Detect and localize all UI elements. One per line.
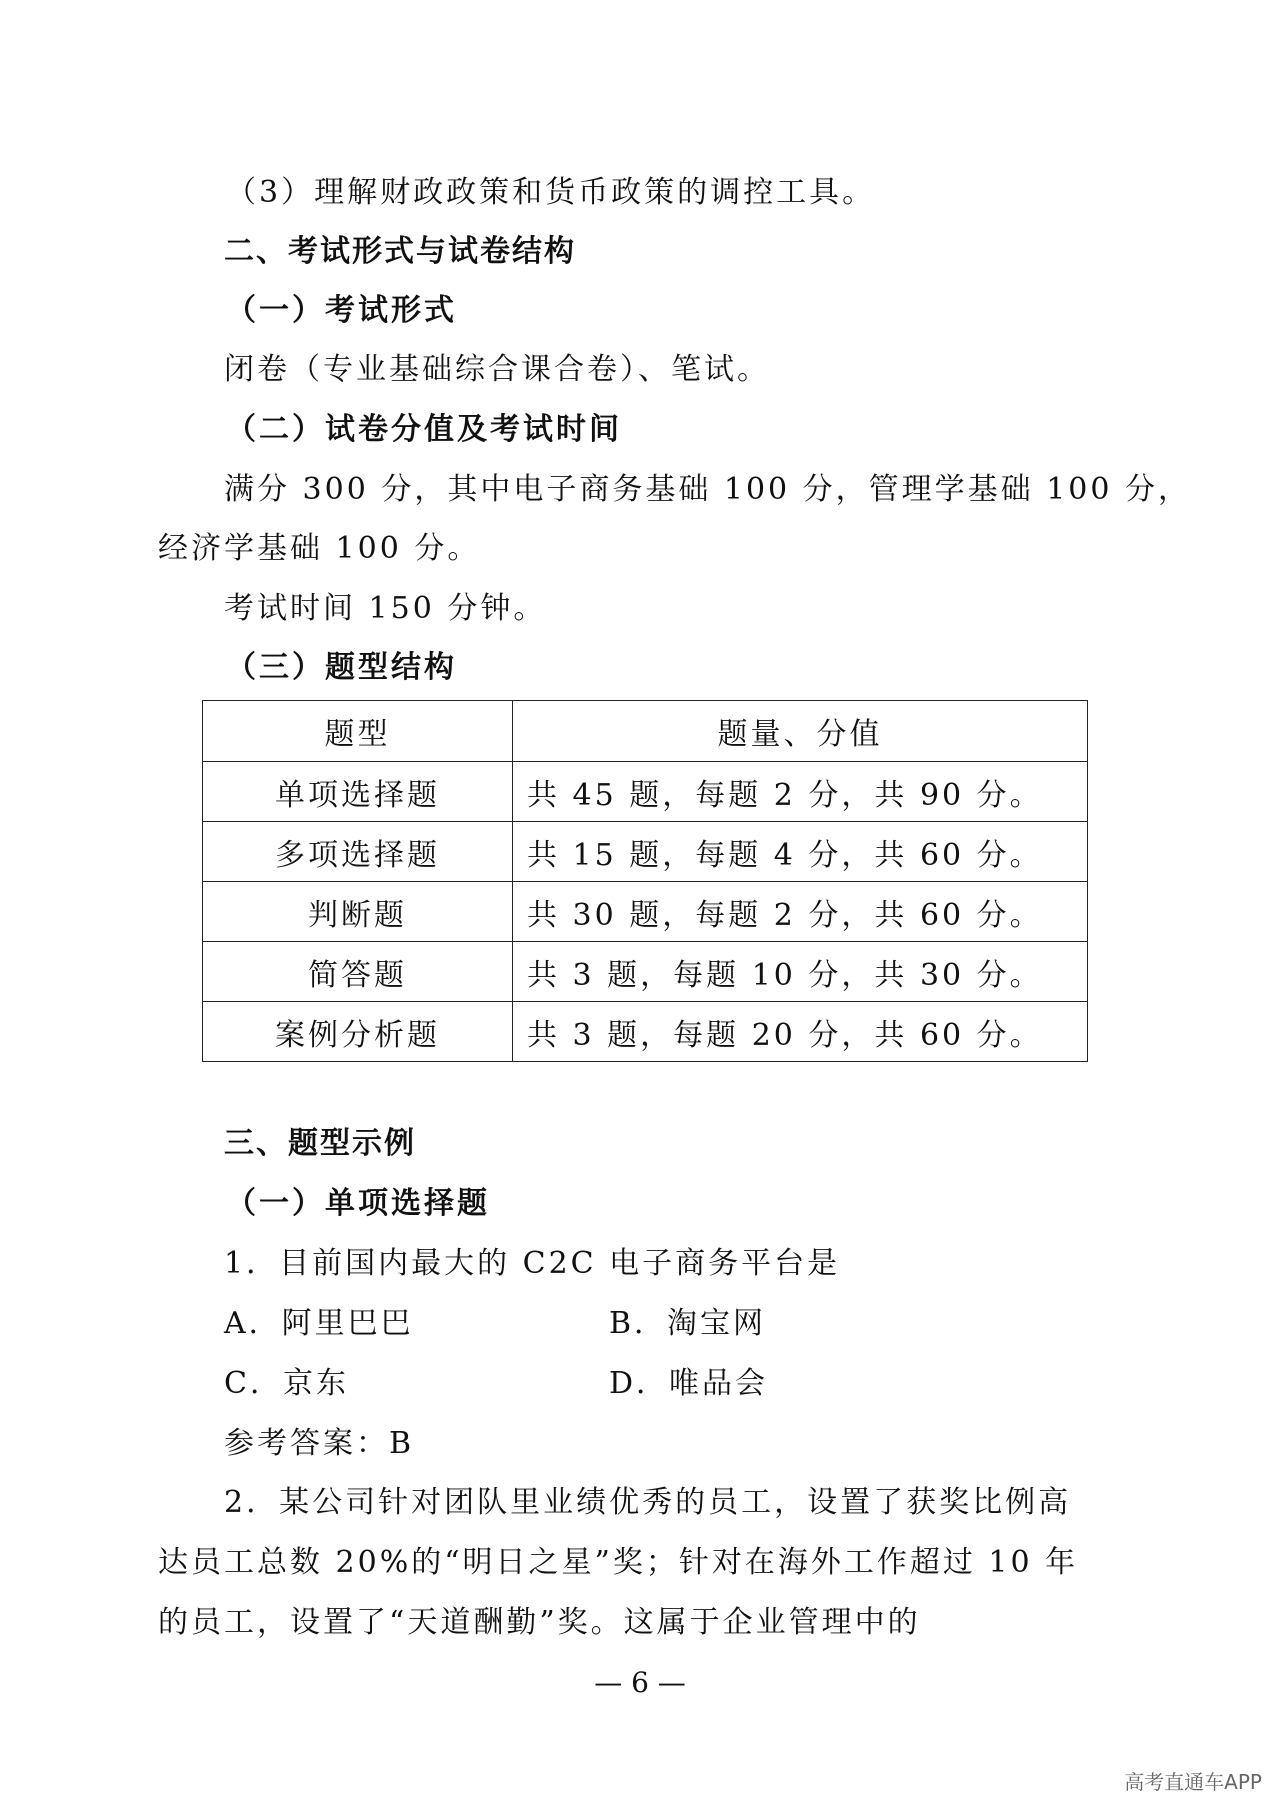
page-number: — 6 — bbox=[594, 1666, 686, 1699]
score-text-line-2: 经济学基础 100 分。 bbox=[158, 531, 481, 566]
table-cell-type: 多项选择题 bbox=[203, 822, 513, 882]
question-1-option-b: B．淘宝网 bbox=[609, 1306, 767, 1341]
subheading-score-and-time: （二）试卷分值及考试时间 bbox=[226, 412, 622, 447]
question-2-stem-line-2: 达员工总数 20%的“明日之星”奖；针对在海外工作超过 10 年 bbox=[158, 1545, 1079, 1580]
table-row bbox=[203, 882, 1088, 942]
score-text-line-1: 满分 300 分，其中电子商务基础 100 分，管理学基础 100 分， bbox=[224, 472, 1191, 507]
subheading-exam-form: （一）考试形式 bbox=[226, 293, 457, 328]
question-structure-table bbox=[202, 700, 1088, 1062]
exam-form-text: 闭卷（专业基础综合课合卷）、笔试。 bbox=[224, 352, 770, 387]
subheading-single-choice: （一）单项选择题 bbox=[226, 1186, 490, 1221]
table-header-score: 题量、分值 bbox=[513, 701, 1088, 762]
table-row bbox=[203, 762, 1088, 822]
table-cell-score: 共 45 题，每题 2 分，共 90 分。 bbox=[513, 762, 1088, 822]
question-1-answer: 参考答案：B bbox=[224, 1426, 415, 1461]
table-header-type: 题型 bbox=[203, 701, 513, 762]
question-1-option-c: C．京东 bbox=[224, 1366, 349, 1401]
question-2-stem-line-3: 的员工，设置了“天道酬勤”奖。这属于企业管理中的 bbox=[158, 1605, 921, 1640]
table-header-row bbox=[203, 701, 1088, 762]
exam-time-text: 考试时间 150 分钟。 bbox=[224, 591, 547, 626]
question-1-stem: 1．目前国内最大的 C2C 电子商务平台是 bbox=[224, 1246, 841, 1281]
objective-item-3: （3）理解财政政策和货币政策的调控工具。 bbox=[226, 175, 876, 210]
subheading-question-structure: （三）题型结构 bbox=[226, 650, 457, 685]
section-heading-question-examples: 三、题型示例 bbox=[224, 1126, 416, 1161]
table-cell-score: 共 15 题，每题 4 分，共 60 分。 bbox=[513, 822, 1088, 882]
table-cell-type: 简答题 bbox=[203, 942, 513, 1002]
table-cell-type: 单项选择题 bbox=[203, 762, 513, 822]
table-cell-score: 共 3 题，每题 10 分，共 30 分。 bbox=[513, 942, 1088, 1002]
question-1-option-d: D．唯品会 bbox=[609, 1366, 769, 1401]
table-cell-type: 判断题 bbox=[203, 882, 513, 942]
table-cell-score: 共 3 题，每题 20 分，共 60 分。 bbox=[513, 1002, 1088, 1062]
table-row bbox=[203, 822, 1088, 882]
table-row bbox=[203, 1002, 1088, 1062]
table-cell-type: 案例分析题 bbox=[203, 1002, 513, 1062]
table-cell-score: 共 30 题，每题 2 分，共 60 分。 bbox=[513, 882, 1088, 942]
question-2-stem-line-1: 2．某公司针对团队里业绩优秀的员工，设置了获奖比例高 bbox=[224, 1485, 1072, 1520]
table-row bbox=[203, 942, 1088, 1002]
question-1-option-a: A．阿里巴巴 bbox=[224, 1306, 414, 1341]
section-heading-exam-format: 二、考试形式与试卷结构 bbox=[224, 234, 576, 269]
app-watermark: 高考直通车APP bbox=[1124, 1770, 1262, 1794]
